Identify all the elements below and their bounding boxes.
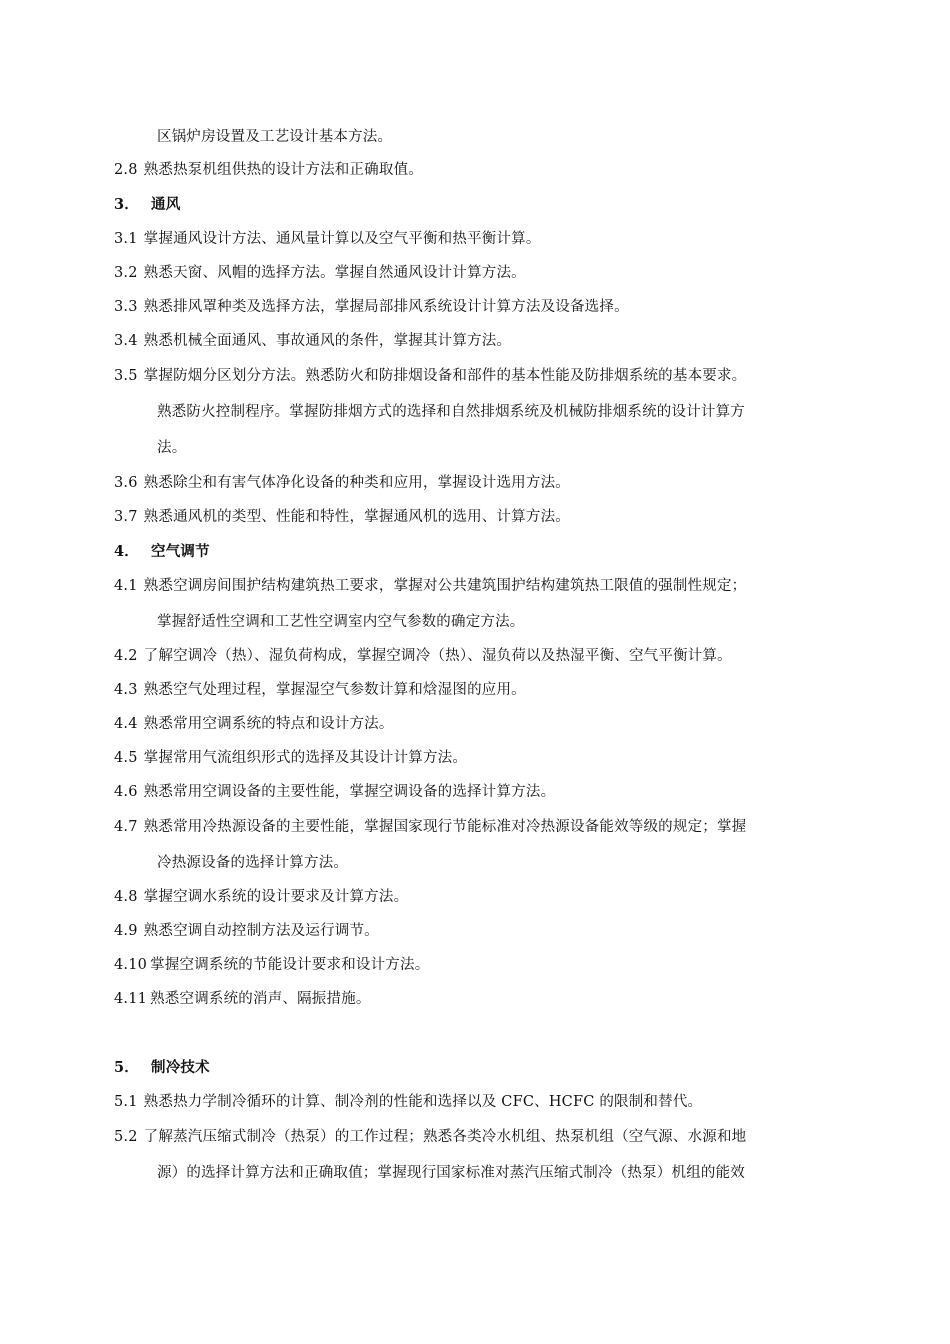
item-text: 熟悉空气处理过程，掌握湿空气参数计算和焓湿图的应用。 xyxy=(143,682,526,698)
list-item xyxy=(114,297,629,317)
item-number: 3.5 xyxy=(114,368,138,384)
item-number: 3.3 xyxy=(114,299,138,315)
list-item xyxy=(114,263,526,283)
item-number: 4.6 xyxy=(114,784,138,800)
item-text: 熟悉常用空调系统的特点和设计方法。 xyxy=(143,716,394,732)
section-heading xyxy=(114,542,210,562)
item-text: 掌握常用气流组织形式的选择及其设计计算方法。 xyxy=(143,750,468,766)
item-text: 熟悉热力学制冷循环的计算、制冷剂的性能和选择以及 CFC、HCFC 的限制和替代。 xyxy=(143,1094,703,1110)
list-item xyxy=(114,160,423,180)
list-item xyxy=(114,817,746,837)
list-item xyxy=(114,955,429,975)
list-item xyxy=(114,646,732,666)
item-text: 掌握空调水系统的设计要求及计算方法。 xyxy=(143,889,409,905)
item-number: 3.6 xyxy=(114,475,138,491)
list-item xyxy=(114,1127,746,1147)
item-number: 5.2 xyxy=(114,1129,138,1145)
line-text: 法。 xyxy=(157,440,187,456)
list-item xyxy=(114,887,408,907)
item-text: 熟悉排风罩种类及选择方法，掌握局部排风系统设计计算方法及设备选择。 xyxy=(143,299,629,315)
item-text: 熟悉空调房间围护结构建筑热工要求，掌握对公共建筑围护结构建筑热工限值的强制性规定； xyxy=(143,578,747,594)
section-heading xyxy=(114,195,180,215)
item-number: 5.1 xyxy=(114,1094,138,1110)
item-number: 3.4 xyxy=(114,333,138,349)
section-number: 5． xyxy=(114,1059,139,1076)
item-number: 4.10 xyxy=(114,957,148,973)
item-number: 4.7 xyxy=(114,819,138,835)
item-number: 4.4 xyxy=(114,716,138,732)
item-text: 熟悉通风机的类型、性能和特性，掌握通风机的选用、计算方法。 xyxy=(143,509,570,525)
item-text: 熟悉空调自动控制方法及运行调节。 xyxy=(143,923,379,939)
list-item xyxy=(114,576,746,596)
item-text: 熟悉常用空调设备的主要性能，掌握空调设备的选择计算方法。 xyxy=(143,784,556,800)
item-number: 4.1 xyxy=(114,578,138,594)
section-title: 制冷技术 xyxy=(151,1059,210,1076)
item-text: 掌握空调系统的节能设计要求和设计方法。 xyxy=(150,957,430,973)
item-number: 3.2 xyxy=(114,265,138,281)
line-text: 区锅炉房设置及工艺设计基本方法。 xyxy=(157,129,393,145)
section-title: 通风 xyxy=(151,196,181,213)
item-text: 熟悉热泵机组供热的设计方法和正确取值。 xyxy=(143,162,423,178)
item-text: 熟悉除尘和有害气体净化设备的种类和应用，掌握设计选用方法。 xyxy=(143,475,570,491)
list-item xyxy=(114,507,570,527)
line-text: 冷热源设备的选择计算方法。 xyxy=(157,855,349,871)
line-text: 熟悉防火控制程序。掌握防排烟方式的选择和自然排烟系统及机械防排烟系统的设计计算方 xyxy=(157,404,745,420)
item-text: 了解蒸汽压缩式制冷（热泵）的工作过程；熟悉各类冷水机组、热泵机组（空气源、水源和地 xyxy=(143,1129,747,1145)
list-item xyxy=(114,366,746,386)
section-heading xyxy=(114,1058,210,1078)
item-text: 掌握通风设计方法、通风量计算以及空气平衡和热平衡计算。 xyxy=(143,231,541,247)
line-continuation xyxy=(157,438,186,458)
list-item xyxy=(114,748,467,768)
list-item xyxy=(114,1092,702,1112)
item-text: 熟悉空调系统的消声、隔振措施。 xyxy=(150,991,371,1007)
item-number: 4.5 xyxy=(114,750,138,766)
line-continuation xyxy=(157,612,525,632)
item-text: 了解空调冷（热）、湿负荷构成，掌握空调冷（热）、湿负荷以及热湿平衡、空气平衡计算。 xyxy=(143,648,732,664)
item-number: 3.1 xyxy=(114,231,138,247)
section-number: 4． xyxy=(114,543,139,560)
list-item xyxy=(114,989,371,1009)
list-item xyxy=(114,680,526,700)
list-item xyxy=(114,229,541,249)
item-number: 3.7 xyxy=(114,509,138,525)
line-text: 掌握舒适性空调和工艺性空调室内空气参数的确定方法。 xyxy=(157,614,525,630)
item-text: 掌握防烟分区划分方法。熟悉防火和防排烟设备和部件的基本性能及防排烟系统的基本要求。 xyxy=(143,368,747,384)
list-item xyxy=(114,331,511,351)
list-item xyxy=(114,714,394,734)
item-text: 熟悉机械全面通风、事故通风的条件，掌握其计算方法。 xyxy=(143,333,512,349)
item-number: 4.9 xyxy=(114,923,138,939)
item-number: 4.2 xyxy=(114,648,138,664)
line-continuation xyxy=(157,402,745,422)
item-text: 熟悉天窗、风帽的选择方法。掌握自然通风设计计算方法。 xyxy=(143,265,526,281)
item-text: 熟悉常用冷热源设备的主要性能，掌握国家现行节能标准对冷热源设备能效等级的规定；掌握 xyxy=(143,819,747,835)
item-number: 4.3 xyxy=(114,682,138,698)
item-number: 2.8 xyxy=(114,162,138,178)
line-continuation xyxy=(157,1163,745,1183)
line-continuation xyxy=(157,127,392,147)
list-item xyxy=(114,473,570,493)
section-number: 3． xyxy=(114,196,139,213)
item-number: 4.8 xyxy=(114,889,138,905)
line-text: 源）的选择计算方法和正确取值；掌握现行国家标准对蒸汽压缩式制冷（热泵）机组的能效 xyxy=(157,1165,745,1181)
section-title: 空气调节 xyxy=(151,543,210,560)
line-continuation xyxy=(157,853,348,873)
list-item xyxy=(114,782,555,802)
item-number: 4.11 xyxy=(114,991,148,1007)
list-item xyxy=(114,921,379,941)
